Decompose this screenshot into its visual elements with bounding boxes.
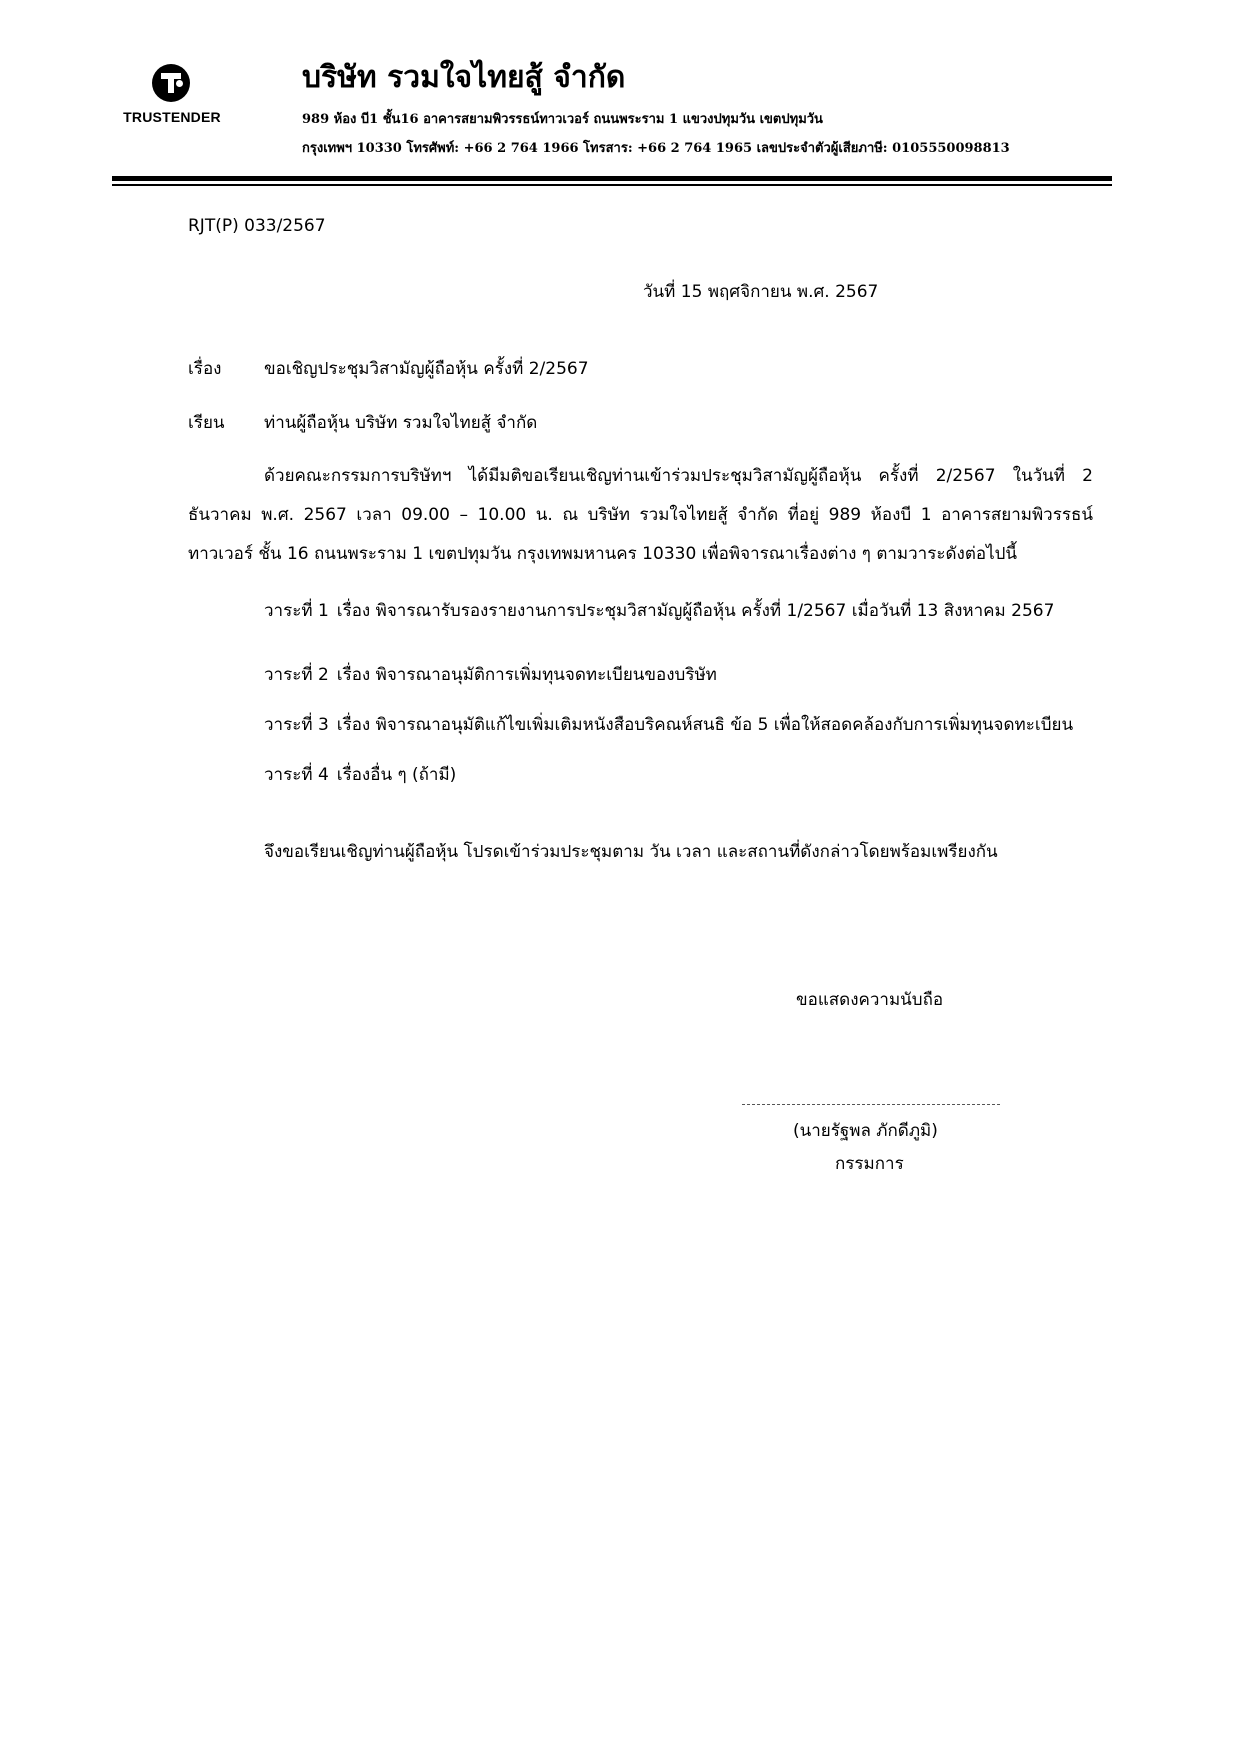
agenda-text: เรื่อง พิจารณารับรองรายงานการประชุมวิสามัญผู้ถือหุ้น ครั้งที่ 1/2567 เมื่อวันที่ 13 สิงหาคม 2567	[336, 601, 1055, 621]
header-divider-thick	[112, 176, 1112, 181]
agenda-text: เรื่อง พิจารณาอนุมัติการเพิ่มทุนจดทะเบียนของบริษัท	[336, 665, 717, 685]
closing-text: จึงขอเรียนเชิญท่านผู้ถือหุ้น โปรดเข้าร่วมประชุมตาม วัน เวลา และสถานที่ดังกล่าวโดยพร้อมเพรียงกัน	[264, 842, 998, 862]
agenda-number: วาระที่ 4	[264, 765, 329, 785]
letter-date: วันที่ 15 พฤศจิกายน พ.ศ. 2567	[643, 282, 879, 302]
header-divider-thin	[112, 184, 1112, 186]
trustender-logo-icon	[152, 64, 190, 102]
agenda-text: เรื่องอื่น ๆ (ถ้ามี)	[336, 765, 457, 785]
agenda-item	[264, 663, 717, 687]
recipient-label: เรียน	[188, 413, 225, 433]
regards-text: ขอแสดงความนับถือ	[796, 990, 944, 1010]
agenda-text: เรื่อง พิจารณาอนุมัติแก้ไขเพิ่มเติมหนังสือบริคณห์สนธิ ข้อ 5 เพื่อให้สอดคล้องกับการเพิ่มทุนจดทะเบียน	[336, 715, 1074, 735]
company-address-line-2: กรุงเทพฯ 10330 โทรศัพท์: +66 2 764 1966 โทรสาร: +66 2 764 1965 เลขประจำตัวผู้เสียภาษี: 0105550098813	[302, 141, 1010, 156]
agenda-number: วาระที่ 1	[264, 601, 329, 621]
subject-label: เรื่อง	[188, 359, 222, 379]
company-address-line-1: 989 ห้อง บี1 ชั้น16 อาคารสยามพิวรรธน์ทาวเวอร์ ถนนพระราม 1 แขวงปทุมวัน เขตปทุมวัน	[302, 112, 823, 127]
signer-title: กรรมการ	[835, 1154, 904, 1174]
agenda-number: วาระที่ 2	[264, 665, 329, 685]
agenda-number: วาระที่ 3	[264, 715, 329, 735]
agenda-item	[264, 599, 1054, 623]
signature-line	[742, 1104, 1000, 1105]
recipient-text: ท่านผู้ถือหุ้น บริษัท รวมใจไทยสู้ จำกัด	[264, 413, 538, 433]
company-logo	[112, 64, 232, 134]
reference-number: RJT(P) 033/2567	[188, 216, 326, 236]
agenda-item	[264, 713, 1073, 737]
agenda-item	[264, 763, 456, 787]
invitation-paragraph: ด้วยคณะกรรมการบริษัทฯ ได้มีมติขอเรียนเชิญท่านเข้าร่วมประชุมวิสามัญผู้ถือหุ้น ครั้งที่ 2/2567 ในวันที่ 2 ธันวาคม พ.ศ. 2567 เวลา 09.00 – 10.00 น. ณ บริษัท รวมใจไทยสู้ จำกัด ที่อยู่ 989 ห้องบี 1 อาคารสยามพิวรรธน์ ทาวเวอร์ ชั้น 16 ถนนพระราม 1 เขตปทุมวัน กรุงเทพมหานคร 10330 เพื่อพิจารณาเรื่องต่าง ๆ ตามวาระดังต่อไปนี้	[188, 466, 1093, 564]
signer-name: (นายรัฐพล ภักดีภูมิ)	[793, 1121, 938, 1141]
company-name: บริษัท รวมใจไทยสู้ จำกัด	[302, 60, 626, 95]
logo-text: TRUSTENDER	[123, 109, 221, 125]
subject-text: ขอเชิญประชุมวิสามัญผู้ถือหุ้น ครั้งที่ 2/2567	[264, 359, 589, 379]
